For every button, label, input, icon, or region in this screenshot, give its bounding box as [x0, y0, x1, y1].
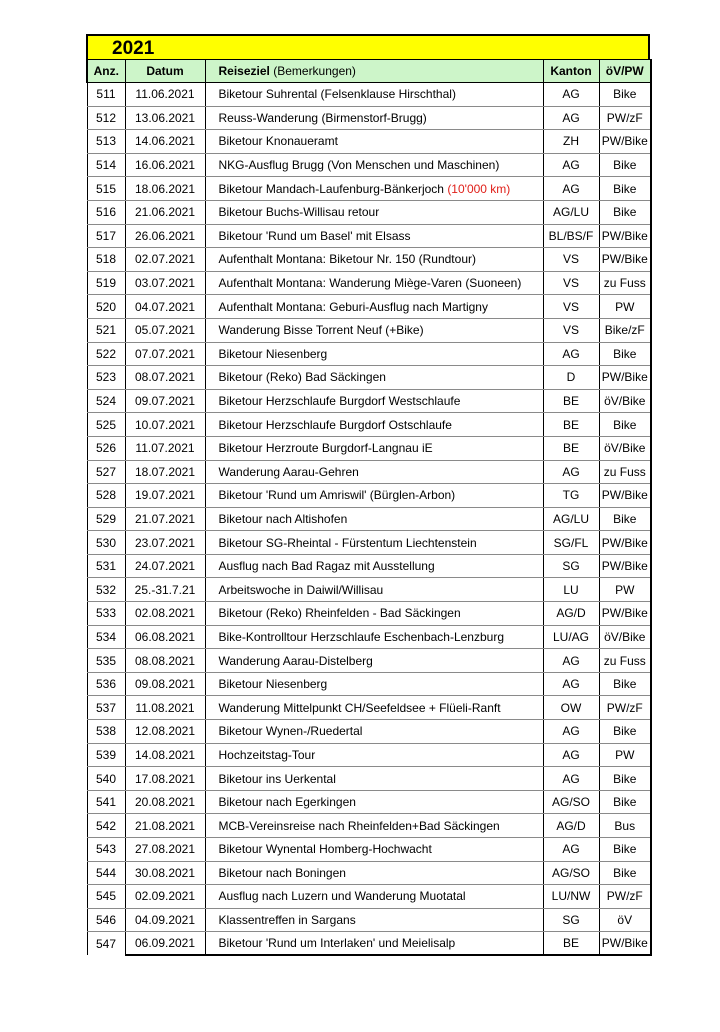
cell-ovpw: öV/Bike: [599, 625, 651, 649]
table-row: [87, 531, 651, 555]
cell-anz: 512: [87, 106, 125, 130]
cell-kanton: AG: [543, 342, 599, 366]
reiseziel-text: Bike-Kontrolltour Herzschlaufe Eschenbach-Lenzburg: [218, 629, 504, 644]
cell-reiseziel: [205, 271, 543, 295]
table-row: [87, 436, 651, 460]
reiseziel-text: Biketour 'Rund um Amriswil' (Bürglen-Arbon): [218, 488, 456, 503]
cell-ovpw: Bike: [599, 153, 651, 177]
cell-reiseziel: [205, 861, 543, 885]
cell-anz: 513: [87, 130, 125, 154]
cell-kanton: VS: [543, 295, 599, 319]
reiseziel-text: Biketour nach Egerkingen: [218, 795, 356, 810]
year-label: 2021: [112, 38, 155, 59]
cell-datum: 24.07.2021: [125, 554, 205, 578]
cell-datum: 04.09.2021: [125, 908, 205, 932]
cell-reiseziel: [205, 342, 543, 366]
cell-datum: 21.06.2021: [125, 200, 205, 224]
cell-anz: 543: [87, 838, 125, 862]
cell-datum: 21.07.2021: [125, 507, 205, 531]
cell-reiseziel: [205, 318, 543, 342]
tour-table: [86, 59, 652, 956]
header-reiseziel-label: Reiseziel: [218, 64, 270, 78]
cell-ovpw: PW/Bike: [599, 248, 651, 272]
cell-datum: 11.06.2021: [125, 83, 205, 107]
reiseziel-text: Biketour Wynen-/Ruedertal: [218, 724, 363, 739]
cell-reiseziel: [205, 106, 543, 130]
cell-datum: 23.07.2021: [125, 531, 205, 555]
table-row: [87, 318, 651, 342]
table-row: [87, 602, 651, 626]
cell-kanton: AG: [543, 743, 599, 767]
cell-datum: 10.07.2021: [125, 413, 205, 437]
cell-datum: 14.06.2021: [125, 130, 205, 154]
cell-datum: 19.07.2021: [125, 484, 205, 508]
reiseziel-text: Biketour (Reko) Rheinfelden - Bad Säckingen: [218, 606, 461, 621]
cell-kanton: AG: [543, 767, 599, 791]
cell-kanton: BE: [543, 413, 599, 437]
cell-datum: 11.07.2021: [125, 436, 205, 460]
cell-ovpw: PW/Bike: [599, 531, 651, 555]
cell-anz: 534: [87, 625, 125, 649]
reiseziel-text: Aufenthalt Montana: Geburi-Ausflug nach Martigny: [218, 299, 488, 314]
cell-datum: 26.06.2021: [125, 224, 205, 248]
cell-datum: 06.08.2021: [125, 625, 205, 649]
cell-reiseziel: [205, 248, 543, 272]
cell-kanton: SG: [543, 908, 599, 932]
cell-anz: 536: [87, 672, 125, 696]
cell-kanton: SG/FL: [543, 531, 599, 555]
cell-anz: 528: [87, 484, 125, 508]
table-row: [87, 389, 651, 413]
cell-reiseziel: [205, 130, 543, 154]
cell-ovpw: PW/zF: [599, 106, 651, 130]
cell-reiseziel: [205, 932, 543, 956]
cell-anz: 519: [87, 271, 125, 295]
reiseziel-text: Biketour Wynental Homberg-Hochwacht: [218, 842, 432, 857]
table-row: [87, 720, 651, 744]
cell-anz: 532: [87, 578, 125, 602]
reiseziel-text: Ausflug nach Bad Ragaz mit Ausstellung: [218, 559, 435, 574]
cell-kanton: AG: [543, 672, 599, 696]
reiseziel-text: Biketour Herzroute Burgdorf-Langnau iE: [218, 441, 433, 456]
cell-anz: 516: [87, 200, 125, 224]
cell-anz: 520: [87, 295, 125, 319]
table-row: [87, 767, 651, 791]
table-row: [87, 743, 651, 767]
cell-datum: 05.07.2021: [125, 318, 205, 342]
table-row: [87, 460, 651, 484]
cell-anz: 522: [87, 342, 125, 366]
cell-datum: 08.08.2021: [125, 649, 205, 673]
cell-kanton: LU: [543, 578, 599, 602]
table-row: [87, 484, 651, 508]
cell-reiseziel: [205, 790, 543, 814]
reiseziel-text: Biketour Suhrental (Felsenklause Hirschthal): [218, 87, 456, 102]
reiseziel-text: Biketour Mandach-Laufenburg-Bänkerjoch: [218, 181, 448, 196]
table-row: [87, 507, 651, 531]
cell-ovpw: zu Fuss: [599, 649, 651, 673]
table-body: [87, 83, 651, 956]
header-anz: Anz.: [87, 60, 125, 83]
cell-anz: 547: [87, 932, 125, 956]
cell-reiseziel: [205, 696, 543, 720]
cell-kanton: AG: [543, 649, 599, 673]
cell-ovpw: PW/Bike: [599, 932, 651, 956]
cell-anz: 515: [87, 177, 125, 201]
cell-anz: 514: [87, 153, 125, 177]
table-row: [87, 413, 651, 437]
cell-kanton: ZH: [543, 130, 599, 154]
cell-reiseziel: [205, 672, 543, 696]
header-bemerkungen-label: (Bemerkungen): [273, 64, 356, 78]
cell-anz: 521: [87, 318, 125, 342]
cell-reiseziel: [205, 436, 543, 460]
cell-reiseziel: [205, 366, 543, 390]
cell-anz: 518: [87, 248, 125, 272]
table-row: [87, 177, 651, 201]
cell-ovpw: Bike: [599, 861, 651, 885]
cell-kanton: AG: [543, 460, 599, 484]
cell-datum: 02.08.2021: [125, 602, 205, 626]
reiseziel-text: Biketour ins Uerkental: [218, 771, 336, 786]
cell-anz: 544: [87, 861, 125, 885]
cell-kanton: BE: [543, 389, 599, 413]
cell-kanton: AG/SO: [543, 790, 599, 814]
cell-kanton: BE: [543, 436, 599, 460]
cell-kanton: LU/AG: [543, 625, 599, 649]
reiseziel-text: Klassentreffen in Sargans: [218, 913, 356, 928]
cell-anz: 541: [87, 790, 125, 814]
cell-anz: 533: [87, 602, 125, 626]
cell-kanton: AG/SO: [543, 861, 599, 885]
reiseziel-text: Reuss-Wanderung (Birmenstorf-Brugg): [218, 110, 427, 125]
cell-reiseziel: [205, 83, 543, 107]
cell-kanton: AG: [543, 177, 599, 201]
cell-datum: 20.08.2021: [125, 790, 205, 814]
cell-reiseziel: [205, 153, 543, 177]
cell-datum: 17.08.2021: [125, 767, 205, 791]
cell-reiseziel: [205, 602, 543, 626]
reiseziel-text: Aufenthalt Montana: Biketour Nr. 150 (Rundtour): [218, 252, 476, 267]
reiseziel-text: Biketour nach Altishofen: [218, 511, 348, 526]
cell-ovpw: Bike: [599, 83, 651, 107]
cell-kanton: OW: [543, 696, 599, 720]
cell-ovpw: öV: [599, 908, 651, 932]
cell-reiseziel: [205, 838, 543, 862]
cell-kanton: D: [543, 366, 599, 390]
reiseziel-text: Biketour Niesenberg: [218, 677, 328, 692]
cell-ovpw: PW/zF: [599, 885, 651, 909]
reiseziel-text: Biketour 'Rund um Basel' mit Elsass: [218, 228, 411, 243]
cell-datum: 11.08.2021: [125, 696, 205, 720]
cell-ovpw: PW/zF: [599, 696, 651, 720]
table-row: [87, 885, 651, 909]
table-row: [87, 578, 651, 602]
reiseziel-text: Biketour 'Rund um Interlaken' und Meielisalp: [218, 936, 456, 951]
header-datum: Datum: [125, 60, 205, 83]
cell-datum: 16.06.2021: [125, 153, 205, 177]
table-row: [87, 908, 651, 932]
cell-reiseziel: [205, 413, 543, 437]
cell-reiseziel: [205, 720, 543, 744]
cell-datum: 18.06.2021: [125, 177, 205, 201]
cell-reiseziel: [205, 507, 543, 531]
cell-anz: 526: [87, 436, 125, 460]
table-row: [87, 83, 651, 107]
cell-ovpw: PW/Bike: [599, 602, 651, 626]
year-banner: [86, 34, 650, 59]
cell-anz: 545: [87, 885, 125, 909]
cell-ovpw: Bus: [599, 814, 651, 838]
cell-ovpw: PW: [599, 743, 651, 767]
cell-ovpw: PW/Bike: [599, 554, 651, 578]
reiseziel-text: Biketour Herzschlaufe Burgdorf Westschlaufe: [218, 394, 461, 409]
cell-ovpw: PW/Bike: [599, 366, 651, 390]
cell-reiseziel: [205, 531, 543, 555]
cell-ovpw: Bike: [599, 507, 651, 531]
cell-anz: 530: [87, 531, 125, 555]
cell-ovpw: Bike: [599, 790, 651, 814]
cell-kanton: AG/LU: [543, 507, 599, 531]
cell-kanton: AG: [543, 106, 599, 130]
cell-reiseziel: [205, 177, 543, 201]
reiseziel-text: Biketour Herzschlaufe Burgdorf Ostschlaufe: [218, 417, 452, 432]
table-row: [87, 814, 651, 838]
cell-datum: 07.07.2021: [125, 342, 205, 366]
reiseziel-highlight: (10'000 km): [447, 181, 511, 196]
cell-kanton: AG/LU: [543, 200, 599, 224]
cell-reiseziel: [205, 649, 543, 673]
cell-anz: 524: [87, 389, 125, 413]
table-row: [87, 366, 651, 390]
cell-kanton: AG/D: [543, 602, 599, 626]
table-row: [87, 672, 651, 696]
cell-datum: 30.08.2021: [125, 861, 205, 885]
cell-datum: 09.08.2021: [125, 672, 205, 696]
cell-kanton: AG/D: [543, 814, 599, 838]
table-row: [87, 696, 651, 720]
cell-ovpw: Bike: [599, 767, 651, 791]
cell-datum: 27.08.2021: [125, 838, 205, 862]
table-row: [87, 271, 651, 295]
cell-ovpw: Bike/zF: [599, 318, 651, 342]
cell-anz: 527: [87, 460, 125, 484]
cell-kanton: VS: [543, 248, 599, 272]
cell-datum: 08.07.2021: [125, 366, 205, 390]
table-row: [87, 106, 651, 130]
reiseziel-text: Wanderung Aarau-Gehren: [218, 464, 359, 479]
cell-ovpw: zu Fuss: [599, 271, 651, 295]
cell-datum: 09.07.2021: [125, 389, 205, 413]
reiseziel-text: Biketour Buchs-Willisau retour: [218, 205, 380, 220]
reiseziel-text: Arbeitswoche in Daiwil/Willisau: [218, 582, 384, 597]
cell-ovpw: öV/Bike: [599, 389, 651, 413]
cell-reiseziel: [205, 885, 543, 909]
cell-reiseziel: [205, 554, 543, 578]
table-row: [87, 153, 651, 177]
cell-anz: 539: [87, 743, 125, 767]
table-row: [87, 295, 651, 319]
reiseziel-text: Hochzeitstag-Tour: [218, 747, 316, 762]
cell-reiseziel: [205, 908, 543, 932]
reiseziel-text: Biketour SG-Rheintal - Fürstentum Liechtenstein: [218, 535, 477, 550]
cell-anz: 546: [87, 908, 125, 932]
cell-anz: 538: [87, 720, 125, 744]
reiseziel-text: NKG-Ausflug Brugg (Von Menschen und Maschinen): [218, 158, 500, 173]
reiseziel-text: Biketour nach Boningen: [218, 865, 346, 880]
cell-reiseziel: [205, 484, 543, 508]
reiseziel-text: MCB-Vereinsreise nach Rheinfelden+Bad Säckingen: [218, 818, 500, 833]
cell-kanton: VS: [543, 318, 599, 342]
cell-ovpw: Bike: [599, 177, 651, 201]
cell-anz: 537: [87, 696, 125, 720]
cell-reiseziel: [205, 743, 543, 767]
cell-kanton: AG: [543, 838, 599, 862]
cell-anz: 517: [87, 224, 125, 248]
cell-ovpw: Bike: [599, 720, 651, 744]
table-row: [87, 932, 651, 956]
cell-datum: 02.09.2021: [125, 885, 205, 909]
cell-kanton: BE: [543, 932, 599, 956]
reiseziel-text: Biketour Niesenberg: [218, 346, 328, 361]
cell-ovpw: PW/Bike: [599, 130, 651, 154]
cell-anz: 531: [87, 554, 125, 578]
cell-datum: 04.07.2021: [125, 295, 205, 319]
cell-datum: 25.-31.7.21: [125, 578, 205, 602]
cell-datum: 21.08.2021: [125, 814, 205, 838]
cell-anz: 525: [87, 413, 125, 437]
cell-ovpw: Bike: [599, 413, 651, 437]
cell-datum: 02.07.2021: [125, 248, 205, 272]
table-row: [87, 200, 651, 224]
cell-anz: 535: [87, 649, 125, 673]
header-reiseziel: [205, 60, 543, 83]
cell-ovpw: Bike: [599, 342, 651, 366]
cell-reiseziel: [205, 814, 543, 838]
cell-datum: 12.08.2021: [125, 720, 205, 744]
cell-datum: 18.07.2021: [125, 460, 205, 484]
reiseziel-text: Aufenthalt Montana: Wanderung Miège-Varen (Suoneen): [218, 276, 522, 291]
cell-reiseziel: [205, 767, 543, 791]
table-header-row: [87, 60, 651, 83]
cell-reiseziel: [205, 295, 543, 319]
reiseziel-text: Wanderung Aarau-Distelberg: [218, 653, 373, 668]
cell-kanton: SG: [543, 554, 599, 578]
header-ovpw: öV/PW: [599, 60, 651, 83]
cell-reiseziel: [205, 578, 543, 602]
table-row: [87, 838, 651, 862]
reiseziel-text: Biketour (Reko) Bad Säckingen: [218, 370, 386, 385]
cell-kanton: TG: [543, 484, 599, 508]
cell-ovpw: zu Fuss: [599, 460, 651, 484]
cell-anz: 529: [87, 507, 125, 531]
table-row: [87, 649, 651, 673]
reiseziel-text: Ausflug nach Luzern und Wanderung Muotatal: [218, 889, 466, 904]
cell-anz: 542: [87, 814, 125, 838]
cell-datum: 14.08.2021: [125, 743, 205, 767]
cell-kanton: BL/BS/F: [543, 224, 599, 248]
table-row: [87, 861, 651, 885]
cell-ovpw: PW/Bike: [599, 484, 651, 508]
cell-datum: 06.09.2021: [125, 932, 205, 956]
cell-ovpw: Bike: [599, 200, 651, 224]
table-row: [87, 224, 651, 248]
cell-anz: 511: [87, 83, 125, 107]
table-row: [87, 342, 651, 366]
cell-ovpw: öV/Bike: [599, 436, 651, 460]
cell-reiseziel: [205, 200, 543, 224]
reiseziel-text: Biketour Knonaueramt: [218, 134, 338, 149]
cell-reiseziel: [205, 389, 543, 413]
cell-reiseziel: [205, 224, 543, 248]
table-row: [87, 625, 651, 649]
cell-kanton: VS: [543, 271, 599, 295]
cell-kanton: AG: [543, 720, 599, 744]
table-row: [87, 248, 651, 272]
cell-ovpw: PW/Bike: [599, 224, 651, 248]
cell-datum: 13.06.2021: [125, 106, 205, 130]
cell-datum: 03.07.2021: [125, 271, 205, 295]
table-row: [87, 554, 651, 578]
reiseziel-text: Wanderung Bisse Torrent Neuf (+Bike): [218, 323, 424, 338]
cell-kanton: AG: [543, 83, 599, 107]
cell-ovpw: PW: [599, 295, 651, 319]
cell-anz: 523: [87, 366, 125, 390]
table-row: [87, 790, 651, 814]
cell-anz: 540: [87, 767, 125, 791]
cell-ovpw: PW: [599, 578, 651, 602]
cell-kanton: LU/NW: [543, 885, 599, 909]
header-kanton: Kanton: [543, 60, 599, 83]
table-row: [87, 130, 651, 154]
cell-kanton: AG: [543, 153, 599, 177]
cell-ovpw: Bike: [599, 672, 651, 696]
cell-ovpw: Bike: [599, 838, 651, 862]
reiseziel-text: Wanderung Mittelpunkt CH/Seefeldsee + Flüeli-Ranft: [218, 700, 501, 715]
cell-reiseziel: [205, 460, 543, 484]
cell-reiseziel: [205, 625, 543, 649]
tour-log-sheet: [86, 34, 650, 956]
